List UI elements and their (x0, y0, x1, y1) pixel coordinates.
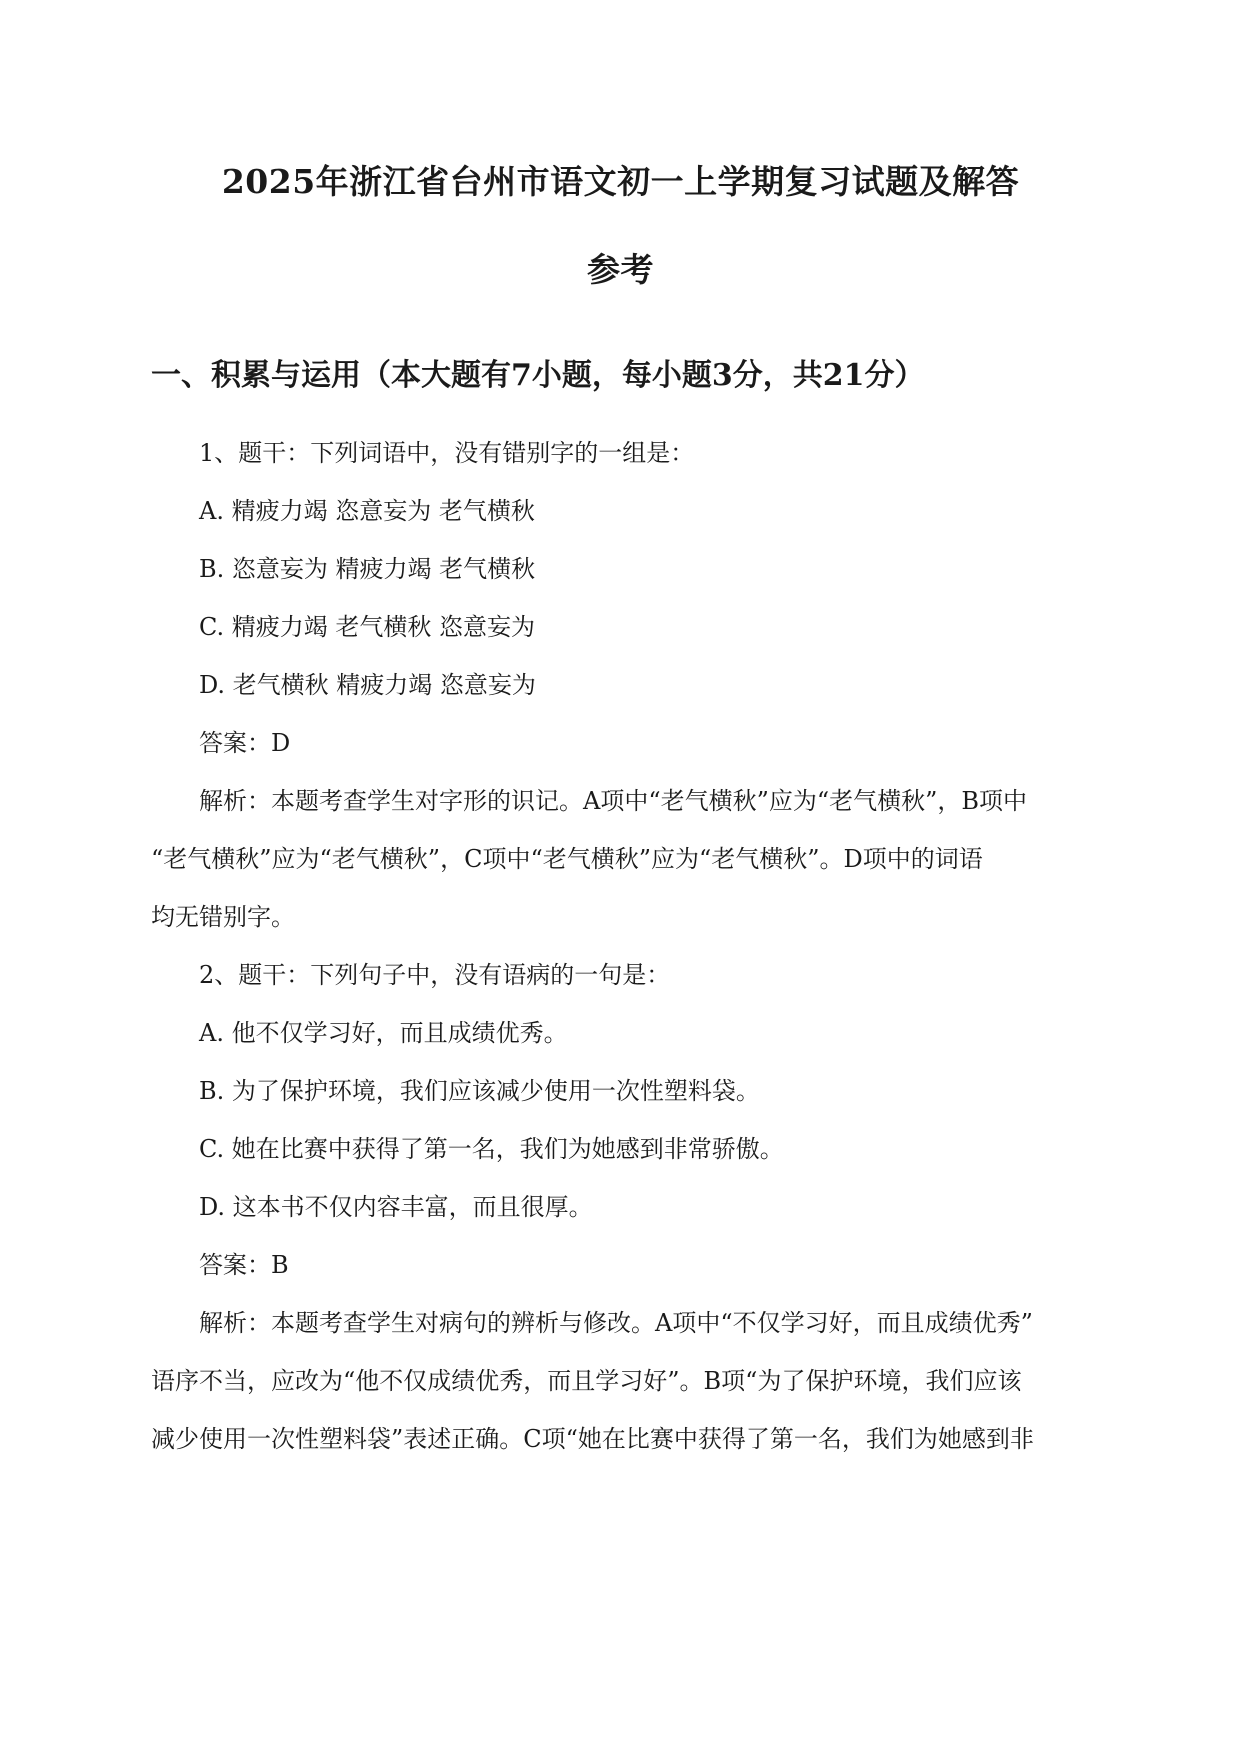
q2-analysis-line-2: 语序不当，应改为“他不仅成绩优秀，而且学习好”。B项“为了保护环境，我们应该 (151, 1367, 1022, 1395)
q1-analysis-line-3: 均无错别字。 (151, 903, 295, 931)
q1-stem: 1、题干：下列词语中，没有错别字的一组是： (199, 439, 695, 467)
q1-answer: 答案：D (199, 729, 291, 757)
q2-answer: 答案：B (199, 1251, 289, 1279)
q2-stem: 2、题干：下列句子中，没有语病的一句是： (199, 961, 671, 989)
q1-option-d: D. 老气横秋 精疲力竭 恣意妄为 (199, 671, 536, 699)
document-title-line-1: 2025年浙江省台州市语文初一上学期复习试题及解答 (221, 162, 1020, 201)
q1-option-b: B. 恣意妄为 精疲力竭 老气横秋 (199, 555, 536, 583)
q1-option-a: A. 精疲力竭 恣意妄为 老气横秋 (199, 497, 535, 525)
document-title-line-2: 参考 (587, 250, 654, 289)
q2-analysis-line-1: 解析：本题考查学生对病句的辨析与修改。A项中“不仅学习好，而且成绩优秀” (199, 1309, 1033, 1337)
q2-option-a: A. 他不仅学习好，而且成绩优秀。 (199, 1019, 568, 1047)
section-heading: 一、积累与运用（本大题有7小题，每小题3分，共21分） (151, 358, 925, 393)
q1-analysis-line-2: “老气横秋”应为“老气横秋”，C项中“老气横秋”应为“老气横秋”。D项中的词语 (151, 845, 983, 873)
q2-option-d: D. 这本书不仅内容丰富，而且很厚。 (199, 1193, 593, 1221)
q2-analysis-line-3: 减少使用一次性塑料袋”表述正确。C项“她在比赛中获得了第一名，我们为她感到非 (151, 1425, 1034, 1453)
q2-option-b: B. 为了保护环境，我们应该减少使用一次性塑料袋。 (199, 1077, 760, 1105)
q1-analysis-line-1: 解析：本题考查学生对字形的识记。A项中“老气横秋”应为“老气横秋”，B项中 (199, 787, 1028, 815)
q1-option-c: C. 精疲力竭 老气横秋 恣意妄为 (199, 613, 536, 641)
q2-option-c: C. 她在比赛中获得了第一名，我们为她感到非常骄傲。 (199, 1135, 784, 1163)
